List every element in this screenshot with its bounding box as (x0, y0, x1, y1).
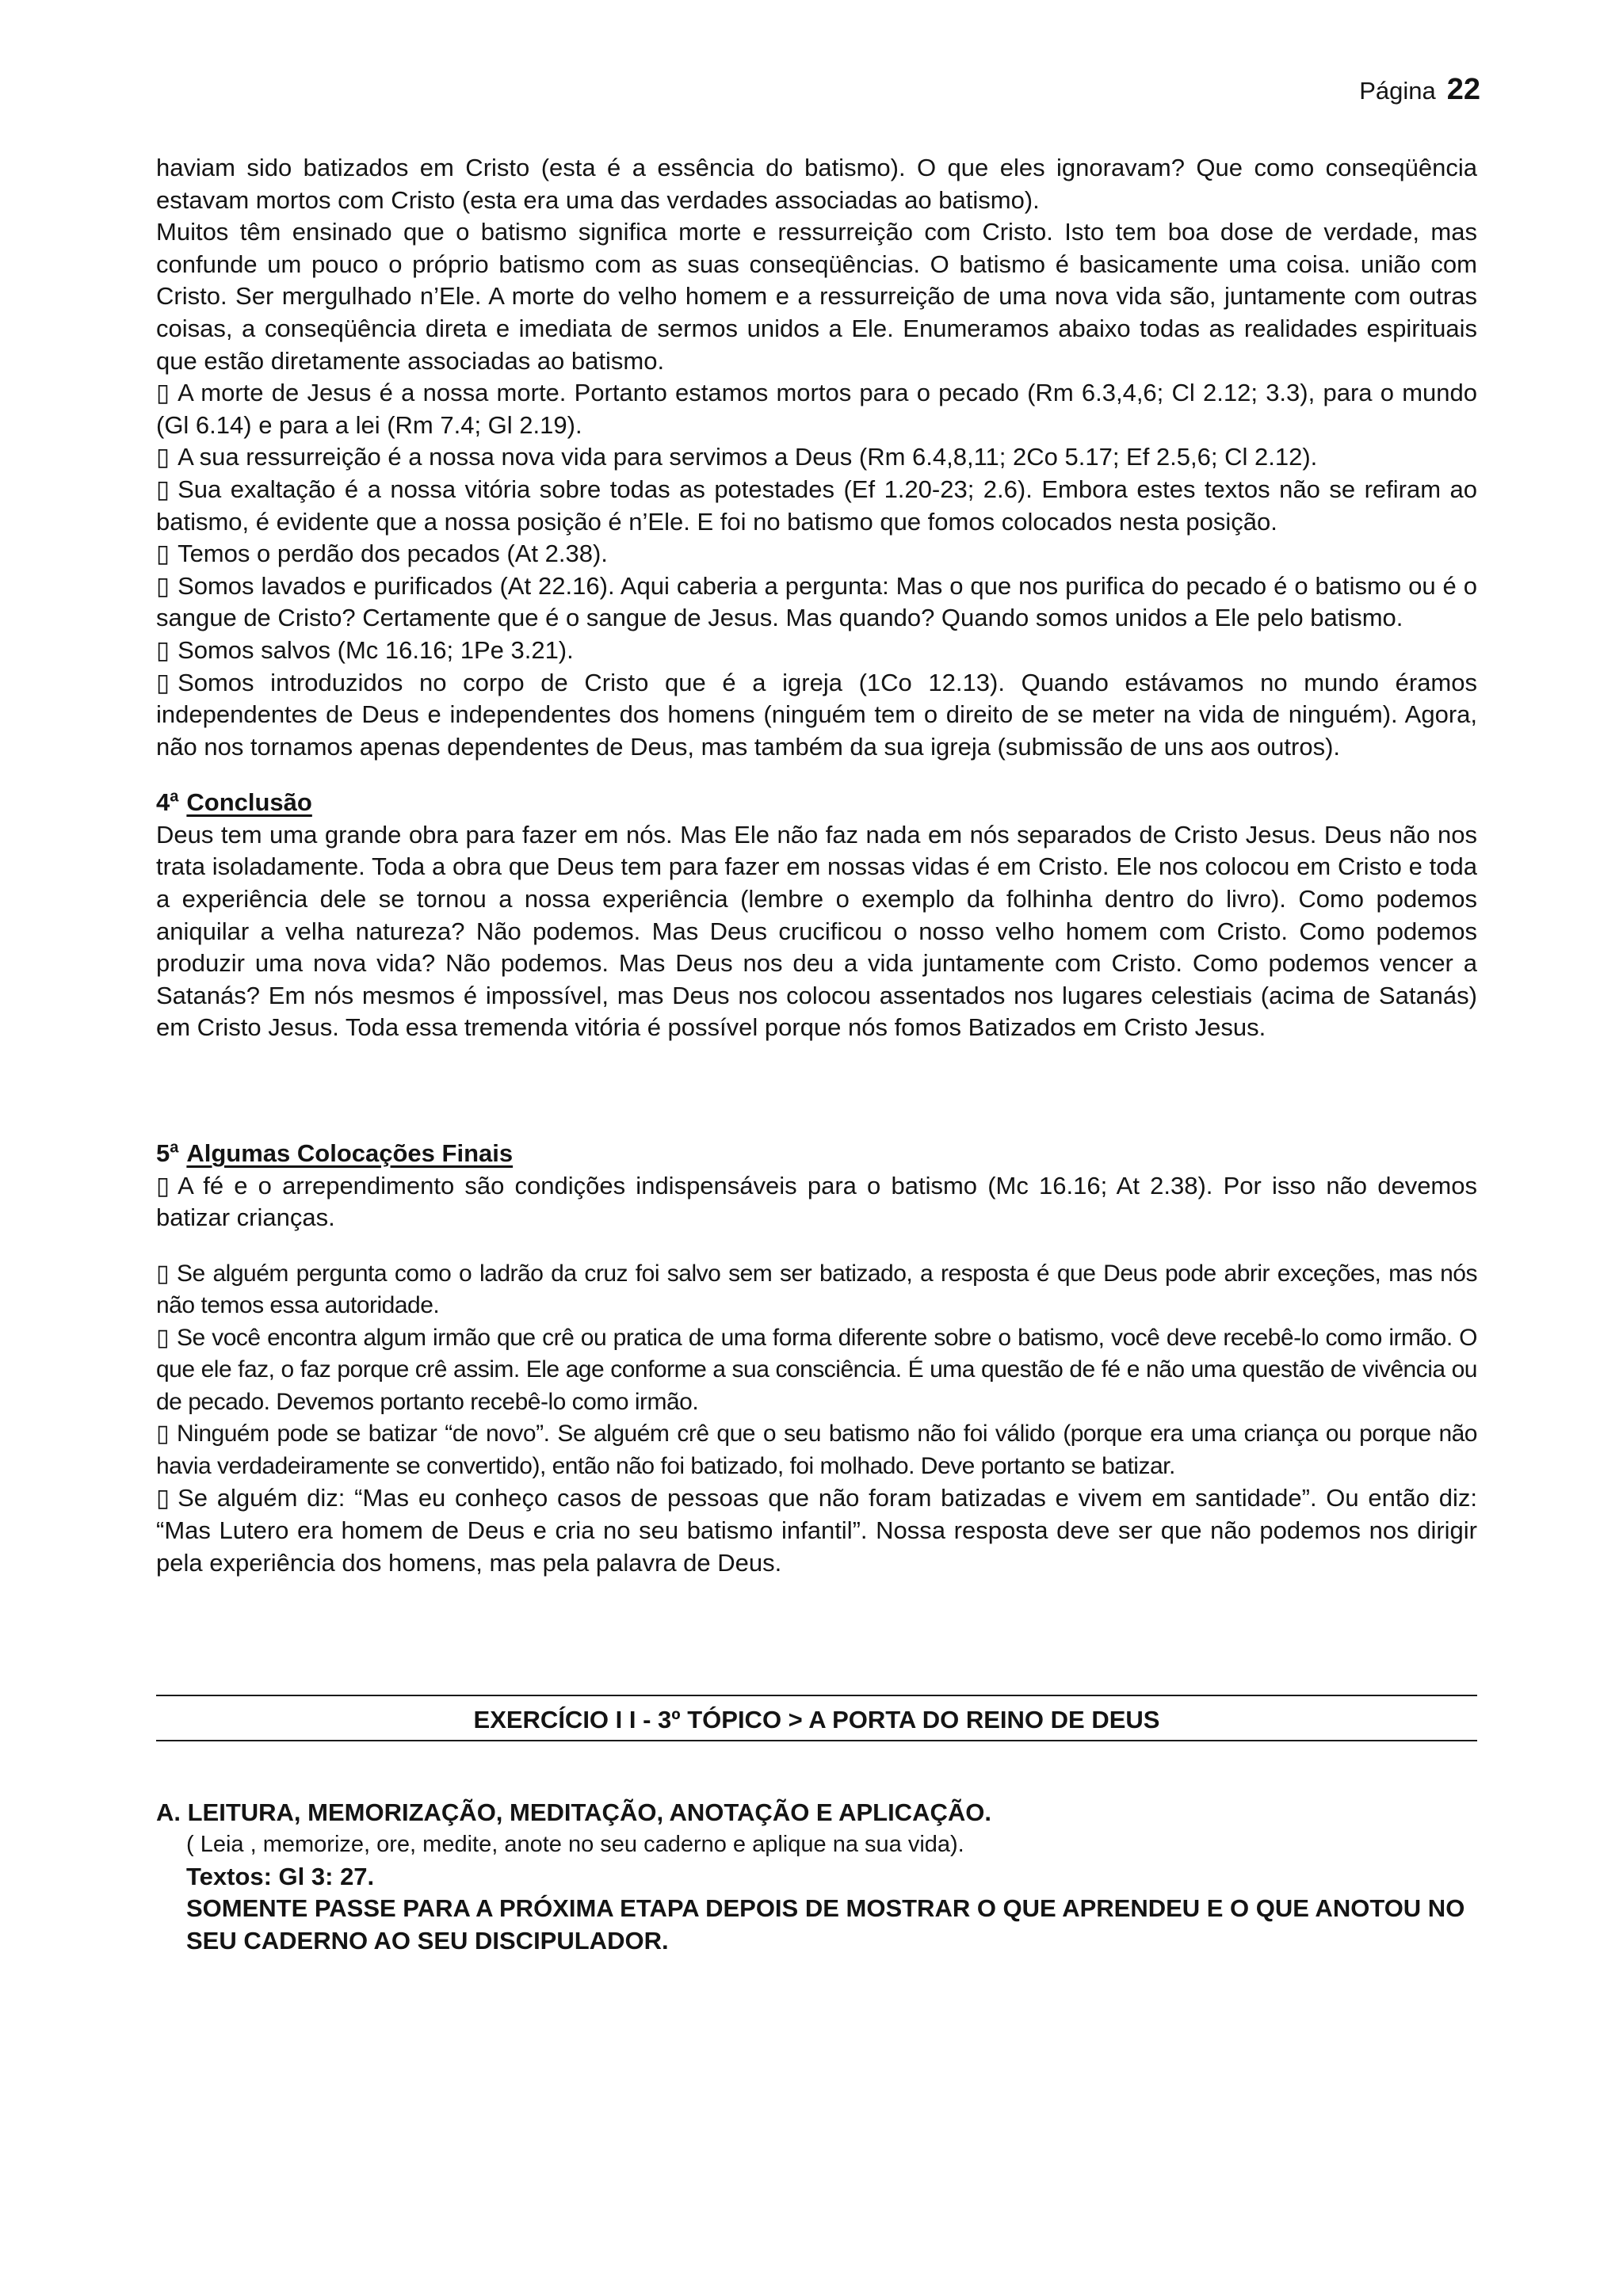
page-body (156, 152, 1477, 1958)
bullet-item: ▯ Se alguém pergunta como o ladrão da cruz foi salvo sem ser batizado, a resposta é que Deus pode abrir exceções, mas nós não temos essa autoridade. (156, 1258, 1477, 1322)
page-number: 22 (1446, 73, 1480, 106)
paragraph: Deus tem uma grande obra para fazer em nós. Mas Ele não faz nada em nós separados de Cristo Jesus. Deus não nos trata isoladamente. Toda a obra que Deus tem para fazer em nossas vidas é em Cristo. Ele nos colocou em Cristo e toda a experiência dele se tornou a nossa experiência (lembre o exemplo da folhinha dentro do livro). Como podemos aniquilar a velha natureza? Não podemos. Mas Deus crucificou o nosso velho homem com Cristo. Como podemos produzir uma nova vida? Não podemos. Mas Deus nos deu a vida juntamente com Cristo. Como podemos vencer a Satanás? Em nós mesmos é impossível, mas Deus nos colocou assentados nos lugares celestiais (acima de Satanás) em Cristo Jesus. Toda essa tremenda vitória é possível porque nós fomos Batizados em Cristo Jesus. (156, 820, 1477, 1042)
bullet-item: ▯ Se alguém diz: “Mas eu conheço casos de pessoas que não foram batizadas e vivem em santidade”. Ou então diz: “Mas Lutero era homem de Deus e cria no seu batismo infantil”. Nossa resposta deve ser que não podemos nos dirigir pela experiência dos homens, mas pela palavra de Deus. (156, 1482, 1477, 1579)
section-title: Algumas Colocações Finais (186, 1139, 514, 1168)
paragraph: haviam sido batizados em Cristo (esta é a essência do batismo). O que eles ignoravam? Que como conseqüência estavam mortos com Cristo (esta era uma das verdades associadas ao batismo). (156, 154, 1477, 214)
section-heading-final-remarks (156, 1138, 1477, 1170)
page-label: Página (1359, 77, 1436, 105)
bullet-item: ▯ Se você encontra algum irmão que crê ou pratica de uma forma diferente sobre o batismo, você deve recebê-lo como irmão. O que ele faz, o faz porque crê assim. Ele age conforme a sua consciência. É uma questão de fé e não uma questão de vivência ou de pecado. Devemos portanto recebê-lo como irmão. (156, 1322, 1477, 1419)
bullet-item: ▯ Somos introduzidos no corpo de Cristo que é a igreja (1Co 12.13). Quando estávamos no mundo éramos independentes de Deus e independentes dos homens (ninguém tem o direito de se meter na vida de ninguém). Agora, não nos tornamos apenas dependentes de Deus, mas também da sua igreja (submissão de uns aos outros). (156, 667, 1477, 764)
bullet-item: ▯ A sua ressurreição é a nossa nova vida para servimos a Deus (Rm 6.4,8,11; 2Co 5.17; Ef 2.5,6; Cl 2.12). (156, 441, 1477, 474)
notice-text: SOMENTE PASSE PARA A PRÓXIMA ETAPA DEPOIS DE MOSTRAR O QUE APRENDEU E O QUE ANOTOU NO SEU CADERNO AO SEU DISCIPULADOR. (186, 1894, 1465, 1955)
instruction-text: ( Leia , memorize, ore, medite, anote no seu caderno e aplique na sua vida). (186, 1832, 964, 1858)
exercise-banner: EXERCÍCIO I I - 3º TÓPICO > A PORTA DO REINO DE DEUS (156, 1695, 1477, 1741)
bullet-item: ▯ Sua exaltação é a nossa vitória sobre todas as potestades (Ef 1.20-23; 2.6). Embora estes textos não se refiram ao batismo, é evidente que a nossa posição é n’Ele. E foi no batismo que fomos colocados nesta posição. (156, 474, 1477, 538)
bullet-item: ▯ A morte de Jesus é a nossa morte. Portanto estamos mortos para o pecado (Rm 6.3,4,6; Cl 2.12; 3.3), para o mundo (Gl 6.14) e para a lei (Rm 7.4; Gl 2.19). (156, 377, 1477, 441)
scripture-reference: Textos: Gl 3: 27. (186, 1862, 375, 1890)
bullet-item: ▯ A fé e o arrependimento são condições indispensáveis para o batismo (Mc 16.16; At 2.38). Por isso não devemos batizar crianças. (156, 1170, 1477, 1234)
section-number: 5 (156, 1139, 170, 1168)
section-title: Conclusão (186, 788, 312, 817)
remarks-list (156, 1258, 1477, 1483)
bullet-item: ▯ Ninguém pode se batizar “de novo”. Se alguém crê que o seu batismo não foi válido (porque era uma criança ou porque não havia verdadeiramente se convertido), então não foi batizado, foi molhado. Deve portanto se batizar. (156, 1418, 1477, 1482)
ordinal-marker: a (170, 1138, 179, 1157)
bullet-item: ▯ Somos salvos (Mc 16.16; 1Pe 3.21). (156, 635, 1477, 667)
paragraph: Muitos têm ensinado que o batismo significa morte e ressurreição com Cristo. Isto tem boa dose de verdade, mas confunde um pouco o próprio batismo com as suas conseqüências. O batismo é basicamente uma coisa. união com Cristo. Ser mergulhado n’Ele. A morte do velho homem e a ressurreição de uma nova vida são, juntamente com outras coisas, a conseqüência direta e imediata de sermos unidos a Ele. Enumeramos abaixo todas as realidades espirituais que estão diretamente associadas ao batismo. (156, 218, 1477, 375)
section-a-title: A. LEITURA, MEMORIZAÇÃO, MEDITAÇÃO, ANOTAÇÃO E APLICAÇÃO. (156, 1798, 991, 1826)
exercise-section-a (156, 1797, 1477, 1958)
section-heading-conclusion (156, 787, 1477, 819)
ordinal-marker: a (170, 788, 179, 806)
bullet-item: ▯ Temos o perdão dos pecados (At 2.38). (156, 538, 1477, 570)
bullet-item: ▯ Somos lavados e purificados (At 22.16). Aqui caberia a pergunta: Mas o que nos purifica do pecado é o batismo ou é o sangue de Cristo? Certamente que é o sangue de Jesus. Mas quando? Quando somos unidos a Ele pelo batismo. (156, 570, 1477, 635)
section-number: 4 (156, 788, 170, 817)
page-header (1359, 73, 1480, 107)
